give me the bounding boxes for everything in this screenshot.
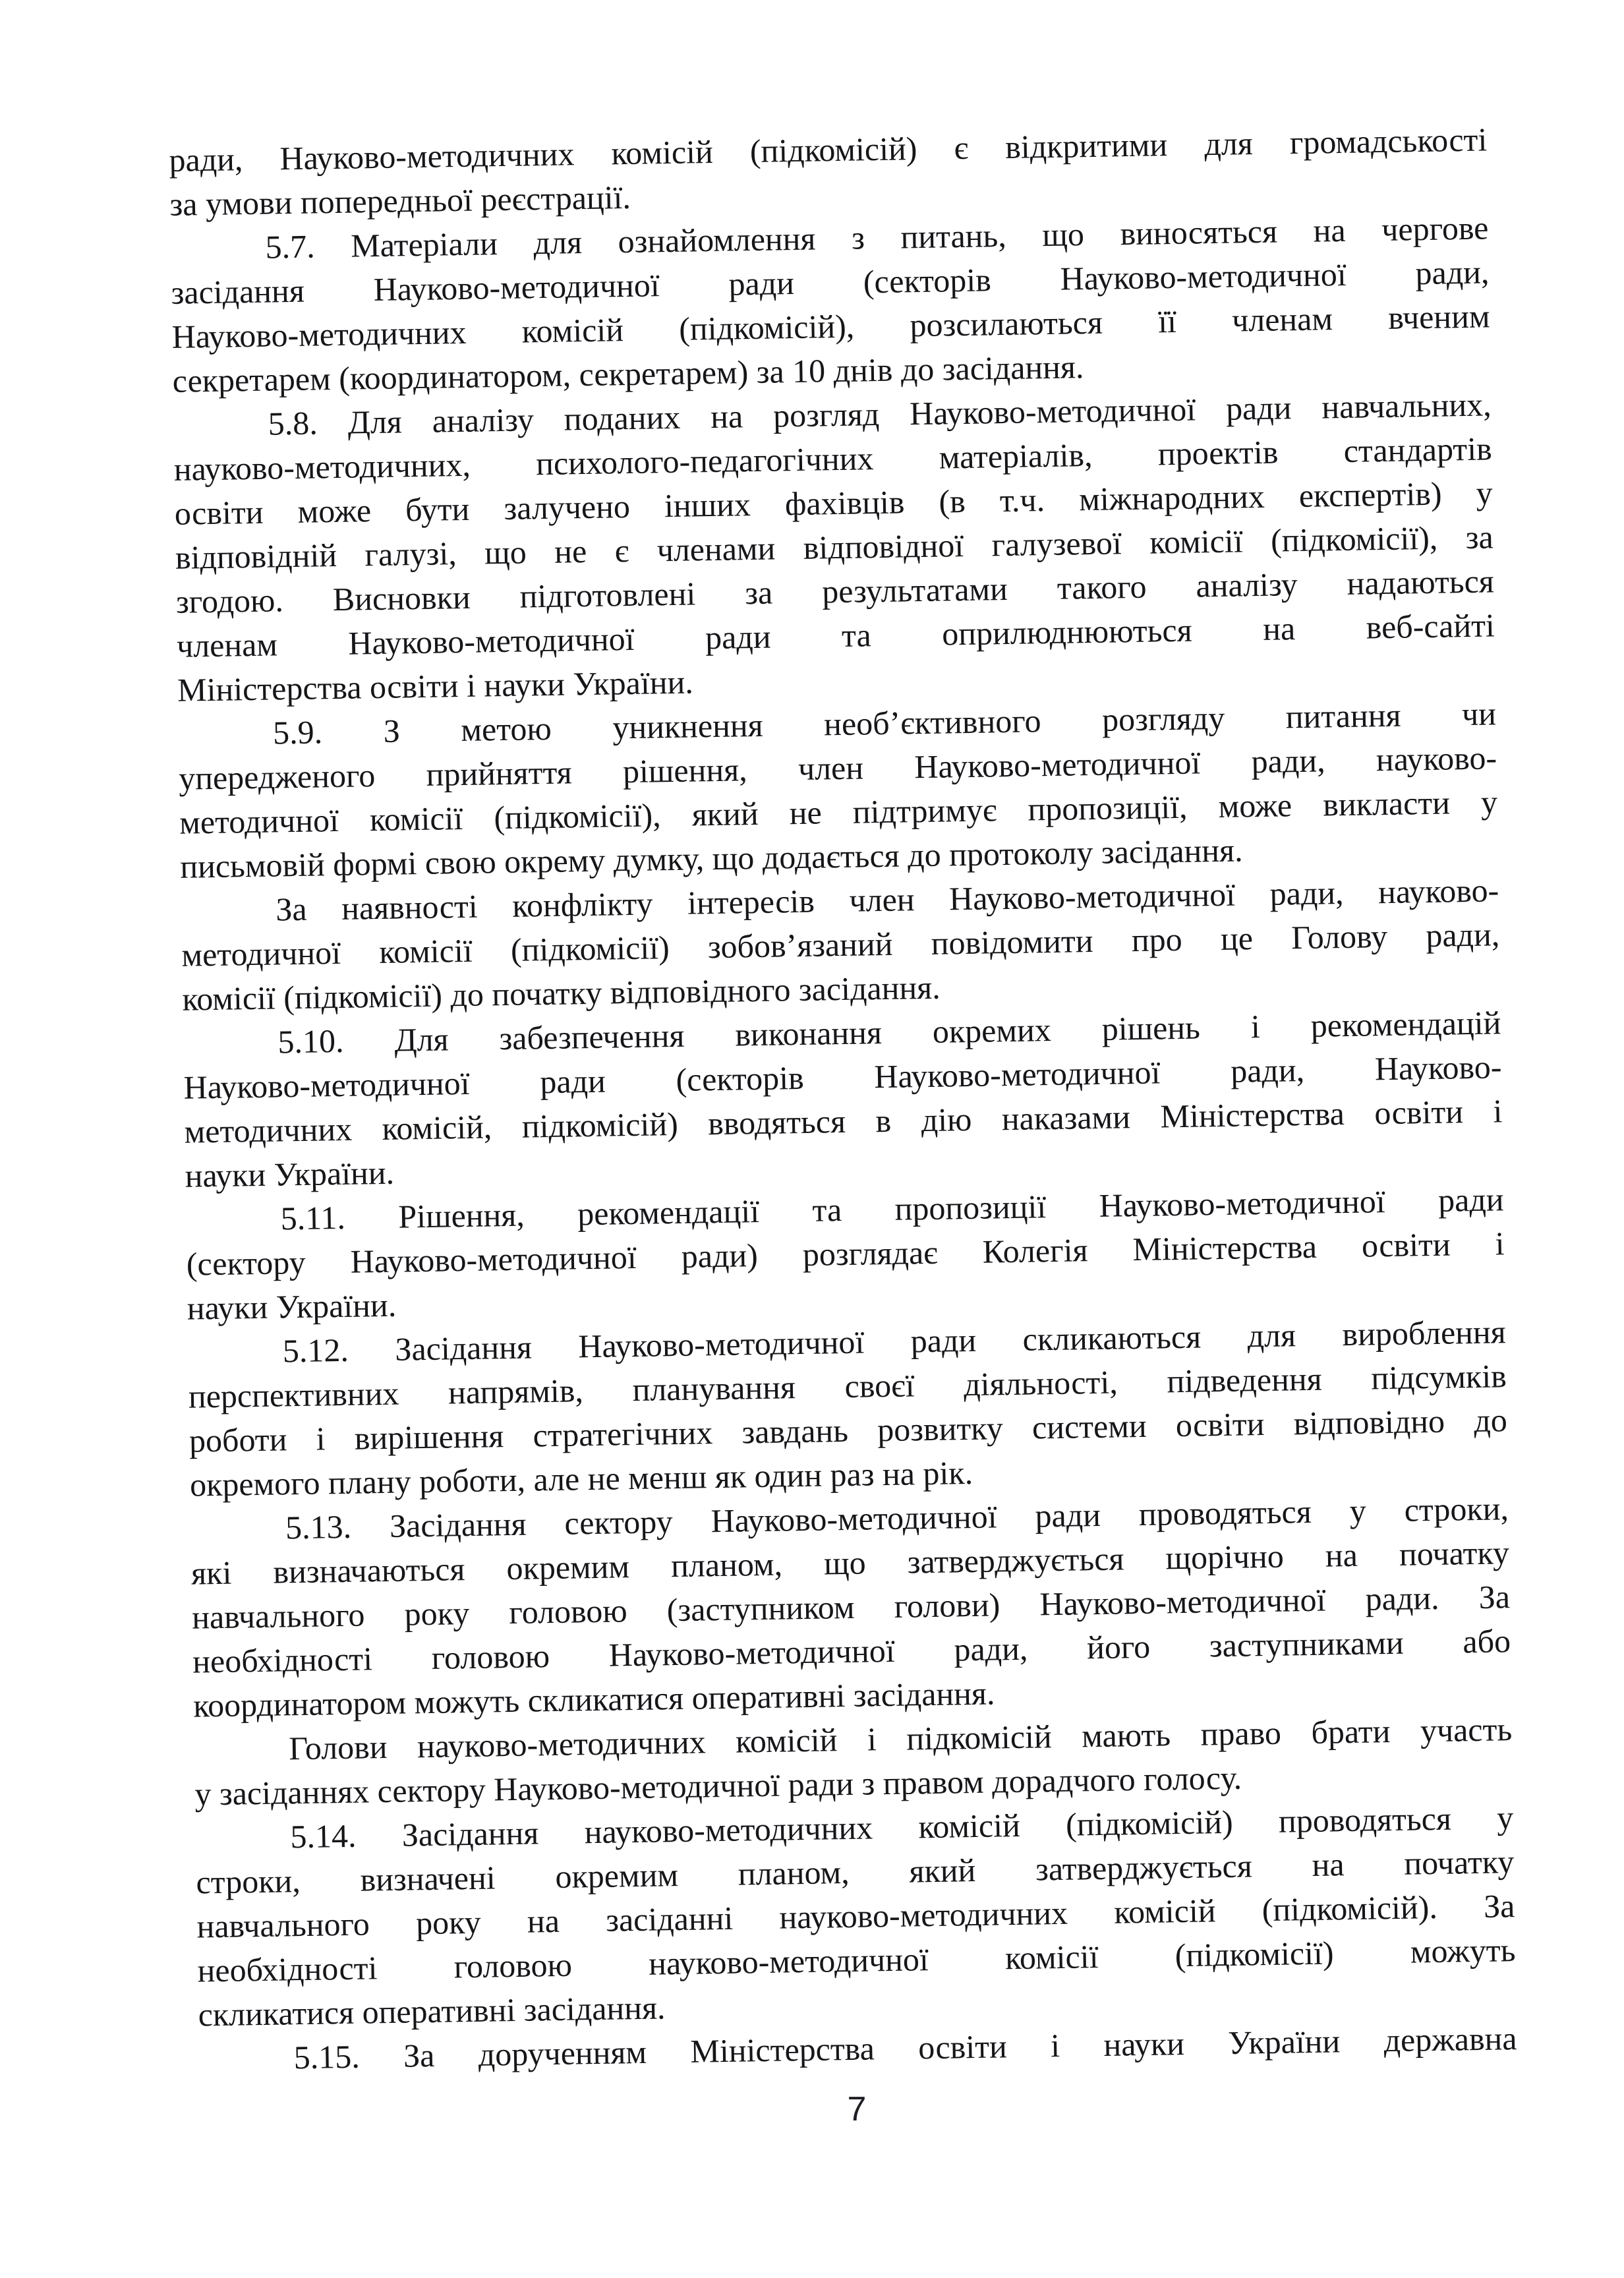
text-line: згодою. Висновки підготовлені за результатами такого аналізу надаються xyxy=(175,562,1495,620)
text-line: які визначаються окремим планом, що затверджується щорічно на початку xyxy=(190,1534,1510,1592)
text-line: роботи і вирішення стратегічних завдань розвитку системи освіти відповідно до xyxy=(188,1401,1508,1459)
text-line: скликатися оперативні засідання. xyxy=(198,1989,666,2033)
text-line: 5.12. Засідання Науково-методичної ради скликаються для вироблення xyxy=(282,1313,1507,1370)
text-line: у засіданнях сектору Науково-методичної ради з правом дорадчого голосу. xyxy=(194,1759,1242,1813)
text-line: окремого плану роботи, але не менш як один раз на рік. xyxy=(189,1453,973,1504)
text-line: 5.13. Засідання сектору Науково-методичної ради проводяться у строки, xyxy=(285,1490,1509,1546)
text-line: освіти може бути залучено інших фахівців (в т.ч. міжнародних експертів) у xyxy=(174,474,1494,532)
text-line: членам Науково-методичної ради та оприлюднюються на веб-сайті xyxy=(176,606,1495,664)
text-line: навчального року головою (заступником голови) Науково-методичної ради. За xyxy=(191,1578,1511,1636)
text-line: 5.8. Для аналізу поданих на розгляд Науково-методичної ради навчальних, xyxy=(268,386,1492,442)
text-line: 5.9. З метою уникнення необ’єктивного розгляду питання чи xyxy=(272,695,1497,751)
text-line: Міністерства освіти і науки України. xyxy=(177,663,694,709)
text-line: науково-методичних, психолого-педагогічних матеріалів, проектів стандартів xyxy=(173,430,1493,488)
text-line: ради, Науково-методичних комісій (підкомісій) є відкритими для громадськості xyxy=(169,121,1488,179)
text-line: необхідності головою науково-методичної комісії (підкомісії) можуть xyxy=(197,1931,1516,1989)
text-line: упередженого прийняття рішення, член Науково-методичної ради, науково- xyxy=(178,739,1497,797)
text-line: Голови науково-методичних комісій і підкомісій мають право брати участь xyxy=(288,1710,1513,1767)
text-line: (сектору Науково-методичної ради) розглядає Колегія Міністерства освіти і xyxy=(186,1225,1505,1283)
text-line: засідання Науково-методичної ради (секторів Науково-методичної ради, xyxy=(171,253,1490,311)
text-line: науки України. xyxy=(187,1286,397,1327)
text-line: відповідній галузі, що не є членами відповідної галузевої комісії (підкомісії), за xyxy=(175,518,1494,576)
text-line: за умови попередньої реєстрації. xyxy=(169,178,631,223)
text-line: необхідності головою Науково-методичної ради, його заступниками або xyxy=(192,1622,1511,1680)
text-line: методичної комісії (підкомісії) зобов’язаний повідомити про це Голову ради, xyxy=(181,916,1500,974)
body-text xyxy=(169,117,1517,2081)
text-line: 5.15. За дорученням Міністерства освіти і науки України державна xyxy=(293,2020,1517,2076)
text-line: комісії (підкомісії) до початку відповідного засідання. xyxy=(182,968,941,1018)
text-line: 5.10. Для забезпечення виконання окремих рішень і рекомендацій xyxy=(277,1004,1501,1061)
text-line: перспективних напрямів, планування своєї діяльності, підведення підсумків xyxy=(188,1357,1507,1415)
text-line: навчального року на засіданні науково-методичних комісій (підкомісій). За xyxy=(196,1887,1515,1945)
text-line: науки України. xyxy=(185,1154,395,1194)
text-line: секретарем (координатором, секретарем) за 10 днів до засідання. xyxy=(172,348,1084,399)
text-line: строки, визначені окремим планом, який затверджується на початку xyxy=(196,1843,1515,1901)
page-number: 7 xyxy=(847,2090,867,2128)
text-line: методичної комісії (підкомісії), який не підтримує пропозиції, може викласти у xyxy=(179,783,1498,841)
text-line: координатором можуть скликатися оперативні засідання. xyxy=(192,1674,995,1724)
text-line: 5.7. Матеріали для ознайомлення з питань, що виносяться на чергове xyxy=(265,209,1489,266)
text-line: письмовій формі свою окрему думку, що додається до протоколу засідання. xyxy=(179,831,1243,885)
text-line: Науково-методичних комісій (підкомісій), розсилаються її членам вченим xyxy=(171,297,1490,355)
text-line: 5.14. Засідання науково-методичних комісій (підкомісій) проводяться у xyxy=(290,1799,1514,1855)
text-line: 5.11. Рішення, рекомендації та пропозиції Науково-методичної ради xyxy=(280,1181,1504,1237)
text-line: Науково-методичної ради (секторів Науково-методичної ради, Науково- xyxy=(183,1048,1502,1106)
text-line: За наявності конфлікту інтересів член Науково-методичної ради, науково- xyxy=(275,871,1499,928)
text-line: методичних комісій, підкомісій) вводяться в дію наказами Міністерства освіти і xyxy=(184,1092,1503,1150)
